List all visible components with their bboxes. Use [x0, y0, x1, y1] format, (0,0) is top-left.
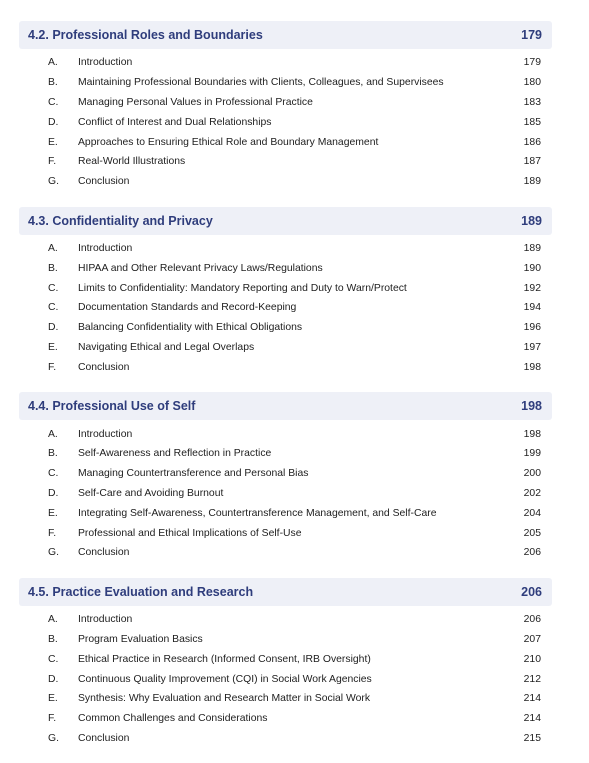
entry-page-number: 192	[523, 282, 541, 294]
entry-page-number: 180	[523, 77, 541, 89]
section-header[interactable]	[19, 392, 552, 420]
entry-letter: C.	[48, 468, 59, 480]
entry-letter: F.	[48, 527, 57, 539]
toc-entry[interactable]	[19, 543, 552, 563]
toc-entry[interactable]	[19, 444, 552, 464]
toc-entry[interactable]	[19, 649, 552, 669]
toc-entry[interactable]	[19, 258, 552, 278]
entry-title: Synthesis: Why Evaluation and Research Matter in Social Work	[78, 693, 371, 705]
entry-letter: B.	[48, 633, 58, 645]
entry-letter: G.	[48, 732, 59, 744]
entry-letter: G.	[48, 176, 59, 188]
entry-title: Self-Awareness and Reflection in Practice	[78, 448, 272, 460]
section-header[interactable]	[19, 578, 552, 606]
entry-letter: C.	[48, 282, 59, 294]
entry-letter: B.	[48, 77, 58, 89]
section-page-number: 198	[521, 399, 542, 414]
entry-page-number: 197	[523, 341, 541, 353]
section-title: 4.3. Confidentiality and Privacy	[28, 213, 213, 228]
entry-title: Conclusion	[78, 176, 130, 188]
entry-page-number: 206	[523, 547, 541, 559]
entry-title: Program Evaluation Basics	[78, 633, 203, 645]
entry-title: Documentation Standards and Record-Keeping	[78, 302, 297, 314]
toc-entry[interactable]	[19, 523, 552, 543]
entry-letter: B.	[48, 448, 58, 460]
section-page-number: 189	[521, 213, 542, 228]
entry-title: Self-Care and Avoiding Burnout	[78, 487, 224, 499]
entry-title: HIPAA and Other Relevant Privacy Laws/Regulations	[78, 262, 323, 274]
section-header[interactable]	[19, 21, 552, 49]
toc-entry[interactable]	[19, 630, 552, 650]
entry-page-number: 196	[523, 322, 541, 334]
entry-letter: A.	[48, 242, 58, 254]
table-of-contents	[19, 21, 552, 763]
entry-title: Introduction	[78, 57, 133, 69]
entry-page-number: 210	[523, 653, 541, 665]
entry-title: Limits to Confidentiality: Mandatory Reporting and Duty to Warn/Protect	[78, 282, 407, 294]
entry-title: Managing Countertransference and Personal Bias	[78, 468, 309, 480]
entry-page-number: 212	[523, 673, 541, 685]
toc-entry[interactable]	[19, 689, 552, 709]
entry-letter: F.	[48, 361, 57, 373]
entry-letter: G.	[48, 547, 59, 559]
entry-title: Managing Personal Values in Professional Practice	[78, 96, 313, 108]
entry-page-number: 200	[523, 468, 541, 480]
toc-entry[interactable]	[19, 278, 552, 298]
entry-page-number: 198	[523, 361, 541, 373]
entry-page-number: 202	[523, 487, 541, 499]
section-page-number: 179	[521, 28, 542, 42]
toc-section-4-4	[19, 392, 552, 563]
toc-entry[interactable]	[19, 152, 552, 172]
toc-entry[interactable]	[19, 239, 552, 259]
toc-entry[interactable]	[19, 112, 552, 132]
entry-page-number: 198	[523, 428, 541, 440]
entry-title: Introduction	[78, 428, 133, 440]
entry-letter: D.	[48, 673, 59, 685]
entry-letter: A.	[48, 428, 58, 440]
entry-letter: C.	[48, 653, 59, 665]
entry-page-number: 179	[523, 57, 541, 69]
entry-title: Real-World Illustrations	[78, 156, 186, 168]
toc-entry[interactable]	[19, 93, 552, 113]
entry-title: Conclusion	[78, 361, 130, 373]
entry-letter: D.	[48, 487, 59, 499]
entry-title: Conclusion	[78, 732, 130, 744]
entry-page-number: 215	[523, 732, 541, 744]
entry-title: Ethical Practice in Research (Informed Consent, IRB Oversight)	[78, 653, 371, 665]
toc-entry[interactable]	[19, 53, 552, 73]
toc-entry[interactable]	[19, 669, 552, 689]
entry-page-number: 194	[523, 302, 541, 314]
entry-title: Professional and Ethical Implications of Self-Use	[78, 527, 302, 539]
toc-entry[interactable]	[19, 318, 552, 338]
toc-entry[interactable]	[19, 729, 552, 749]
entry-title: Balancing Confidentiality with Ethical Obligations	[78, 322, 303, 334]
toc-entry[interactable]	[19, 424, 552, 444]
entry-title: Navigating Ethical and Legal Overlaps	[78, 341, 255, 353]
entry-letter: E.	[48, 341, 58, 353]
entry-page-number: 185	[523, 116, 541, 128]
toc-entry[interactable]	[19, 709, 552, 729]
toc-entry[interactable]	[19, 172, 552, 192]
toc-entry[interactable]	[19, 357, 552, 377]
entry-letter: E.	[48, 136, 58, 148]
entry-letter: F.	[48, 713, 57, 725]
entry-title: Approaches to Ensuring Ethical Role and Boundary Management	[78, 136, 379, 148]
section-title: 4.5. Practice Evaluation and Research	[28, 584, 254, 599]
entry-letter: D.	[48, 322, 59, 334]
section-header[interactable]	[19, 207, 552, 235]
entry-letter: B.	[48, 262, 58, 274]
entry-page-number: 187	[523, 156, 541, 168]
entry-page-number: 206	[523, 614, 541, 626]
entry-page-number: 190	[523, 262, 541, 274]
entry-page-number: 214	[523, 713, 541, 725]
toc-entry[interactable]	[19, 298, 552, 318]
entry-page-number: 189	[523, 176, 541, 188]
toc-section-4-3	[19, 207, 552, 378]
entry-page-number: 214	[523, 693, 541, 705]
entry-title: Continuous Quality Improvement (CQI) in Social Work Agencies	[78, 673, 372, 685]
toc-section-4-2	[19, 21, 552, 192]
toc-entry[interactable]	[19, 610, 552, 630]
section-title: 4.2. Professional Roles and Boundaries	[28, 28, 263, 42]
toc-section-4-5	[19, 578, 552, 749]
entry-title: Conclusion	[78, 547, 130, 559]
toc-entry[interactable]	[19, 73, 552, 93]
entry-title: Introduction	[78, 614, 133, 626]
entry-page-number: 199	[523, 448, 541, 460]
entry-letter: F.	[48, 156, 57, 168]
entry-page-number: 189	[523, 242, 541, 254]
entry-title: Maintaining Professional Boundaries with Clients, Colleagues, and Supervisees	[78, 77, 444, 89]
entry-page-number: 183	[523, 96, 541, 108]
toc-entry[interactable]	[19, 503, 552, 523]
entry-letter: A.	[48, 57, 58, 69]
entry-page-number: 205	[523, 527, 541, 539]
toc-entry[interactable]	[19, 464, 552, 484]
entry-letter: C.	[48, 96, 59, 108]
section-page-number: 206	[521, 584, 542, 599]
toc-entry[interactable]	[19, 132, 552, 152]
toc-entry[interactable]	[19, 338, 552, 358]
entry-page-number: 207	[523, 633, 541, 645]
entry-page-number: 204	[523, 507, 541, 519]
entry-page-number: 186	[523, 136, 541, 148]
entry-letter: D.	[48, 116, 59, 128]
section-title: 4.4. Professional Use of Self	[28, 399, 196, 414]
entry-letter: C.	[48, 302, 59, 314]
entry-title: Conflict of Interest and Dual Relationships	[78, 116, 272, 128]
entry-letter: E.	[48, 507, 58, 519]
entry-title: Common Challenges and Considerations	[78, 713, 268, 725]
entry-letter: A.	[48, 614, 58, 626]
toc-entry[interactable]	[19, 484, 552, 504]
entry-title: Introduction	[78, 242, 133, 254]
entry-title: Integrating Self-Awareness, Countertransference Management, and Self-Care	[78, 507, 437, 519]
entry-letter: E.	[48, 693, 58, 705]
